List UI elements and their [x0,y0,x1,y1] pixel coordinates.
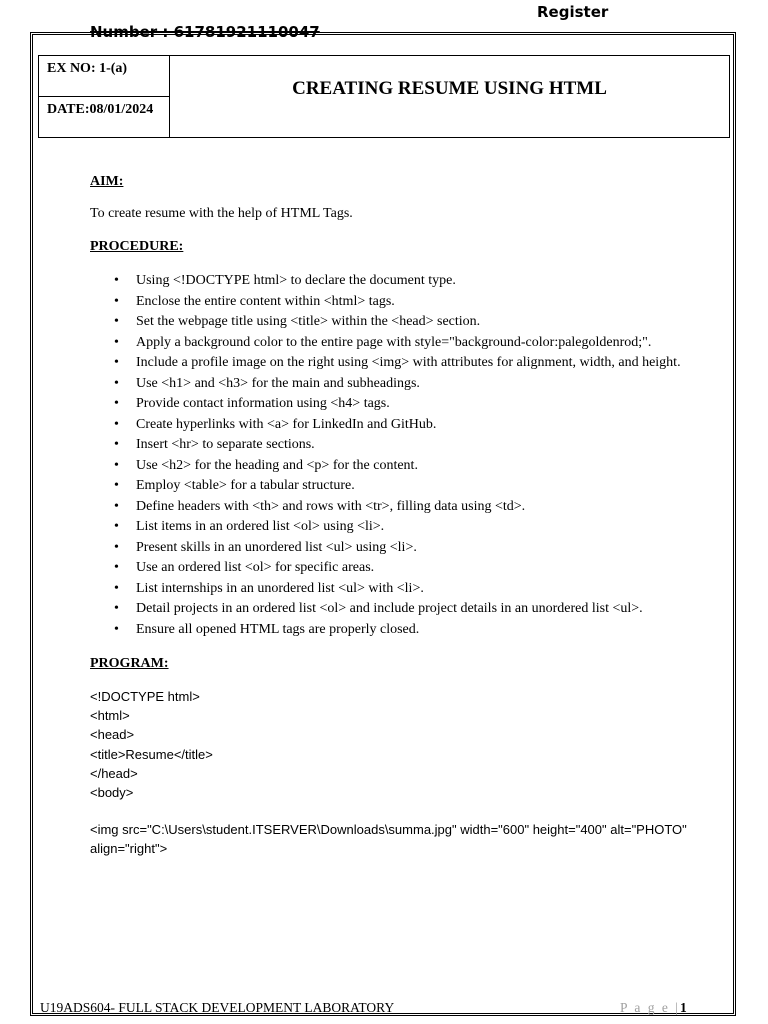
footer-page [620,1000,687,1016]
aim-heading: AIM: [90,174,124,189]
code-line: <html> [90,708,130,724]
program-heading: PROGRAM: [90,656,169,671]
procedure-step: • Apply a background color to the entire page with style="background-color:palegoldenrod;". [136,333,690,354]
exercise-title: CREATING RESUME USING HTML [292,78,607,99]
code-line: <head> [90,727,135,743]
code-line: <title>Resume</title> [90,746,213,762]
program-code [90,687,690,859]
procedure-step: • Use an ordered list <ol> for specific areas. [136,558,690,579]
register-label: Register [537,3,609,21]
code-line-img: <img src="C:\Users\student.ITSERVER\Downloads\summa.jpg" width="600" height="400" alt="PHOTO" align="right"> [90,822,691,857]
procedure-step: • Include a profile image on the right using <img> with attributes for alignment, width, and height. [136,353,690,374]
footer-page-label: P a g e | [620,1000,680,1015]
exercise-number: EX NO: 1-(a) [39,56,169,97]
document-body [90,174,690,859]
procedure-step: • List items in an ordered list <ol> using <li>. [136,517,690,538]
procedure-step: • Create hyperlinks with <a> for LinkedIn and GitHub. [136,415,690,436]
footer-page-number: 1 [679,1000,687,1015]
footer-course: U19ADS604- FULL STACK DEVELOPMENT LABORATORY [40,1000,395,1015]
code-line: </head> [90,765,138,781]
procedure-step: • Use <h2> for the heading and <p> for the content. [136,456,690,477]
procedure-step: • Using <!DOCTYPE html> to declare the document type. [136,271,690,292]
procedure-step: • Enclose the entire content within <html> tags. [136,292,690,313]
procedure-step: • Present skills in an unordered list <ul> using <li>. [136,538,690,559]
procedure-step: • Define headers with <th> and rows with <tr>, filling data using <td>. [136,497,690,518]
exercise-header [38,55,730,138]
aim-text: To create resume with the help of HTML Tags. [90,206,353,221]
code-blank-line [90,802,690,820]
procedure-step: • Employ <table> for a tabular structure. [136,476,690,497]
procedure-step: • Provide contact information using <h4> tags. [136,394,690,415]
procedure-step: • Ensure all opened HTML tags are properly closed. [136,620,690,641]
code-line: <body> [90,785,134,801]
procedure-step: • List internships in an unordered list <ul> with <li>. [136,579,690,600]
procedure-heading: PROCEDURE: [90,239,184,254]
procedure-step: • Insert <hr> to separate sections. [136,435,690,456]
procedure-list [90,271,690,640]
exercise-date: DATE:08/01/2024 [47,102,154,117]
procedure-step: • Detail projects in an ordered list <ol> and include project details in an unordered list <ul>. [136,599,690,620]
register-number: Number : 61781921110047 [90,23,320,41]
code-line: <!DOCTYPE html> [90,689,200,704]
procedure-step: • Set the webpage title using <title> within the <head> section. [136,312,690,333]
procedure-step: • Use <h1> and <h3> for the main and subheadings. [136,374,690,395]
